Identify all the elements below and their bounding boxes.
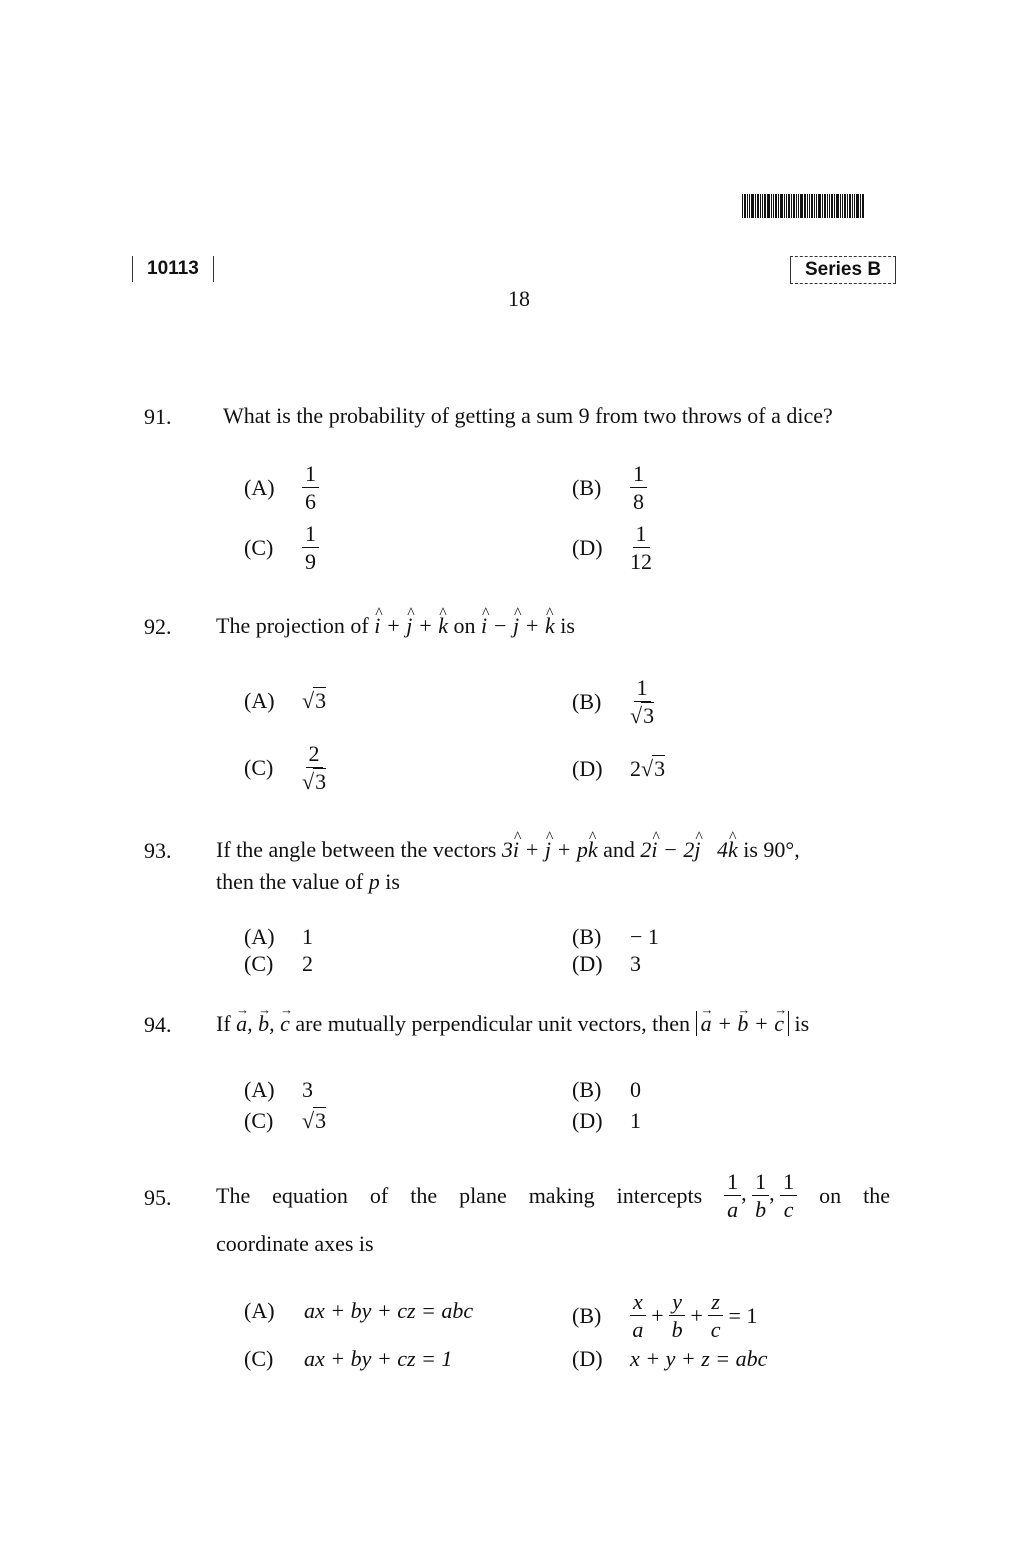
fraction: $\frac{1}{12}$ bbox=[630, 521, 652, 575]
option-92-c: (C) $\frac{2}{√3}$ bbox=[244, 741, 327, 795]
fraction: $\frac{1}{9}$ bbox=[302, 522, 319, 573]
question-text-91: What is the probability of getting a sum 9 from two throws of a dice? bbox=[223, 403, 833, 428]
option-94-a: (A) 3 bbox=[244, 1077, 313, 1102]
option-94-b: (B) 0 bbox=[572, 1077, 641, 1102]
option-93-a: (A) 1 bbox=[244, 924, 313, 949]
option-91-d bbox=[572, 522, 652, 573]
question-text-95-line2: coordinate axes is bbox=[216, 1231, 374, 1256]
page-number: 18 bbox=[508, 286, 530, 311]
vector-expression: i ^ + j ^ + k ^ bbox=[374, 613, 448, 638]
option-92-b: (B) $\frac{1}{√3}$ bbox=[572, 675, 655, 729]
option-93-d: (D) 3 bbox=[572, 951, 641, 976]
vector-expression: 3i ^ + j ^ + pk ^ bbox=[502, 837, 598, 862]
option-91-a bbox=[244, 462, 319, 513]
option-95-a: (A) ax + by + cz = abc bbox=[244, 1298, 474, 1323]
vector-list: a →, b →, c → bbox=[236, 1011, 290, 1036]
series-label: Series B bbox=[790, 256, 896, 284]
option-label: (D) bbox=[572, 534, 603, 560]
paper-code: 10113 bbox=[132, 256, 214, 282]
option-label: (B) bbox=[572, 474, 602, 500]
option-93-c: (C) 2 bbox=[244, 951, 313, 976]
option-label: (C) bbox=[244, 534, 274, 560]
option-94-c: (C) √3 bbox=[244, 1108, 327, 1133]
fraction: $\frac{1}{8}$ bbox=[630, 462, 647, 513]
option-95-b: (B) $\frac{x}{a}$ + $\frac{y}{b}$ + $\frac{z}{c}$ = 1 bbox=[572, 1289, 758, 1343]
option-95-c: (C) ax + by + cz = 1 bbox=[244, 1346, 453, 1371]
vector-expression: i ^ − j ^ + k ^ bbox=[481, 613, 555, 638]
option-93-b: (B) − 1 bbox=[572, 924, 659, 949]
question-text-93-line2: then the value of p is bbox=[216, 869, 400, 894]
question-number-91: 91. bbox=[144, 404, 172, 429]
question-number-95: 95. bbox=[144, 1185, 172, 1210]
question-text-93: If the angle between the vectors 3i ^ + j ^ + pk ^ and 2i ^ − 2j ^ 4k ^ is 90°, bbox=[216, 834, 800, 866]
question-number-92: 92. bbox=[144, 614, 172, 639]
vector-magnitude: a → + b → + c → bbox=[696, 1011, 789, 1036]
intercept-fractions: $\frac{1}{a}$ , $\frac{1}{b}$ , $\frac{1}{c}$ bbox=[724, 1170, 797, 1221]
question-text-95: The equation of the plane making intercepts $\frac{1}{a}$ , $\frac{1}{b}$ , $\frac{1}{c}$ on the bbox=[216, 1169, 890, 1223]
option-92-a: (A) √3 bbox=[244, 688, 327, 713]
question-number-93: 93. bbox=[144, 838, 172, 863]
option-95-d: (D) x + y + z = abc bbox=[572, 1346, 768, 1371]
question-text-94: If a →, b →, c → are mutually perpendicular unit vectors, then a → + b → + c → is bbox=[216, 1008, 809, 1040]
vector-expression: 2i ^ − 2j ^ 4k ^ bbox=[640, 837, 737, 862]
option-label: (A) bbox=[244, 474, 275, 500]
option-91-b bbox=[572, 462, 647, 513]
question-text-92: The projection of i ^ + j ^ + k ^ on i ^ − j ^ + k ^ is bbox=[216, 610, 575, 642]
question-number-94: 94. bbox=[144, 1012, 172, 1037]
barcode bbox=[742, 194, 904, 218]
option-91-c bbox=[244, 522, 319, 573]
option-94-d: (D) 1 bbox=[572, 1108, 641, 1133]
option-92-d: (D) 2√3 bbox=[572, 756, 666, 781]
fraction: $\frac{1}{6}$ bbox=[302, 462, 319, 513]
